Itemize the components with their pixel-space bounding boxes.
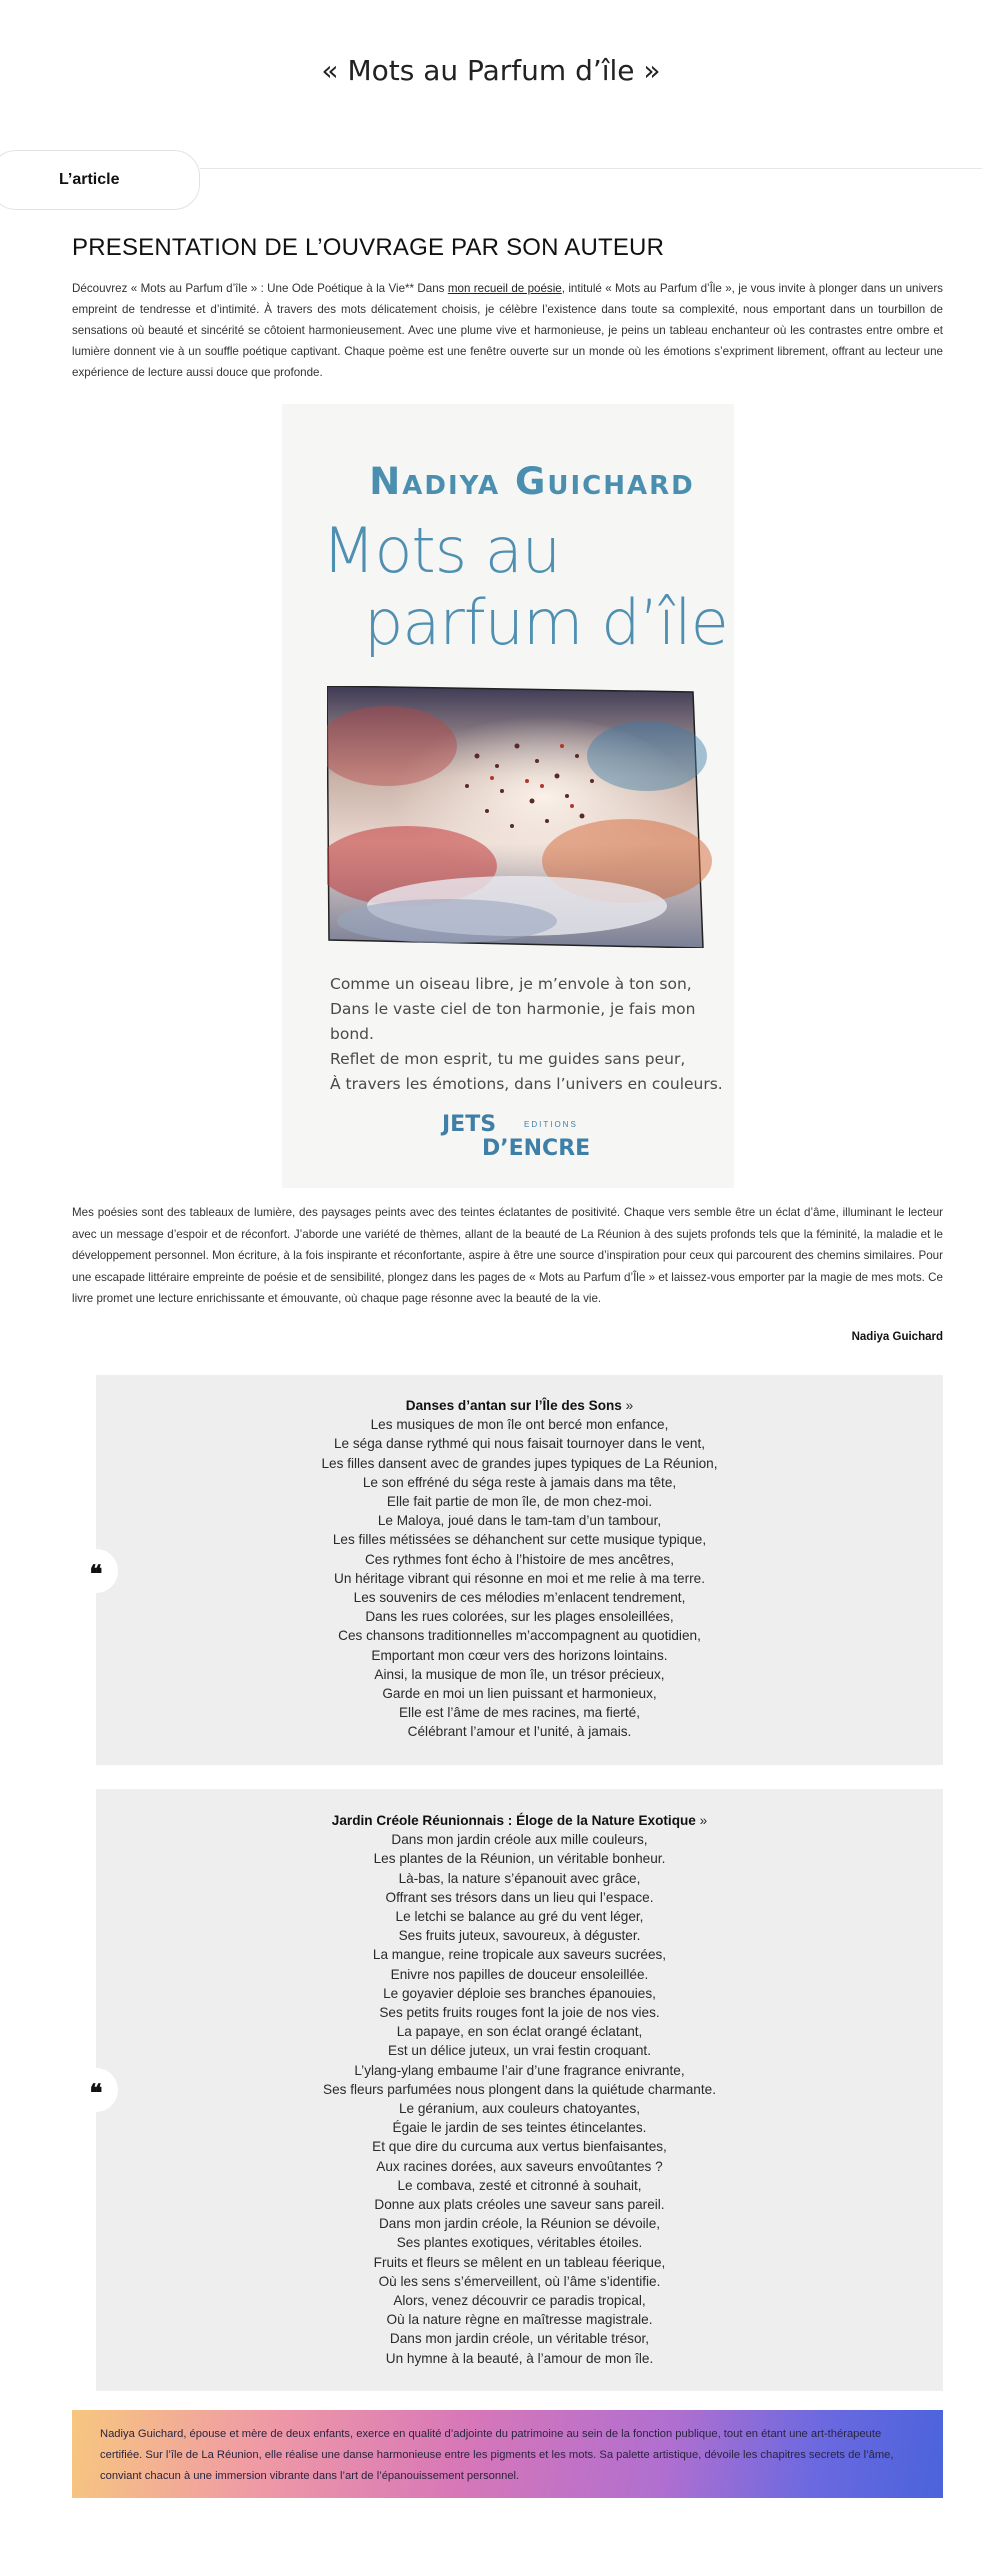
cover-title-line-1: Mots au xyxy=(322,514,561,587)
poem-line: Garde en moi un lien puissant et harmonieux, xyxy=(382,1686,657,1702)
poem-line: La papaye, en son éclat orangé éclatant, xyxy=(396,2024,643,2040)
poem-line: Le son effréné du séga reste à jamais dans ma tête, xyxy=(362,1474,677,1490)
intro-paragraph xyxy=(72,278,943,383)
poem-line: Les filles dansent avec de grandes jupes typiques de La Réunion, xyxy=(321,1455,718,1471)
poem-line: L’ylang-ylang embaume l’air d’une fragrance enivrante, xyxy=(354,2062,685,2078)
page-title: « Mots au Parfum d’île » xyxy=(321,54,661,87)
poem-line: Égaie le jardin de ses teintes étincelantes. xyxy=(392,2120,647,2136)
poem-title: Jardin Créole Réunionnais : Éloge de la Nature Exotique xyxy=(331,1813,696,1828)
cover-title-line-2: parfum d’île xyxy=(364,586,728,659)
publisher-logo xyxy=(442,1104,612,1164)
poem-line: Donne aux plats créoles une saveur sans pareil. xyxy=(374,2197,665,2213)
poem-title-suffix: » xyxy=(621,1398,634,1413)
poem-line: Dans les rues colorées, sur les plages ensoleillées, xyxy=(365,1609,674,1625)
outro-paragraph: Mes poésies sont des tableaux de lumière, des paysages peints avec des teintes éclatantes de positivité. Chaque vers semble être un éclat d’âme, illuminant le lecteur avec un message d’espoir et de réconfort. J’aborde une variété de thèmes, allant de la beauté de La Réunion à des sujets profonds tels que la féminité, la maladie et le développement personnel. Mon écriture, à la fois inspirante et réconfortante, aspire à être une source d’inspiration pour ceux qui parcourent des chemins similaires. Pour une escapade littéraire empreinte de poésie et de sensibilité, plongez dans les pages de « Mots au Parfum d’Île » et laissez-vous emporter par la magie de mes mots. Ce livre promet une lecture enrichissante et émouvante, où chaque page résonne avec la beauté de la vie. xyxy=(72,1206,943,1305)
book-cover-image xyxy=(282,404,734,1188)
cover-verse-line: Comme un oiseau libre, je m’envole à ton son, xyxy=(330,975,692,993)
poem-line: Le Maloya, joué dans le tam-tam d’un tambour, xyxy=(377,1513,662,1529)
poem-line: Dans mon jardin créole aux mille couleurs, xyxy=(391,1832,648,1848)
publisher-name-2: D’ENCRE xyxy=(482,1136,591,1161)
poem-line: Ainsi, la musique de mon île, un trésor précieux, xyxy=(374,1666,665,1682)
poem-line: Alors, venez découvrir ce paradis tropical, xyxy=(393,2293,646,2309)
tab-article[interactable] xyxy=(0,150,200,210)
poem-line: Où les sens s’émerveillent, où l’âme s’identifie. xyxy=(378,2273,661,2289)
poem-line: Les plantes de la Réunion, un véritable bonheur. xyxy=(373,1851,666,1867)
poem-line: Ses fruits juteux, savoureux, à déguster. xyxy=(398,1928,641,1944)
intro-text-end: , intitulé « Mots au Parfum d’Île », je vous invite à plonger dans un univers empreint de tendresse et d’intimité. À travers des mots délicatement choisis, je célèbre l’existence dans toute sa complexité, nous emportant dans un tourbillon de sensations où beauté et sincérité se côtoient harmonieusement. Avec une plume vive et harmonieuse, je peins un tableau enchanteur où les contrastes entre ombre et lumière donnent vie à un souffle poétique captivant. Chaque poème est une fenêtre ouverte sur un monde où les émotions s’expriment librement, offrant au lecteur une expérience de lecture aussi douce que profonde. xyxy=(72,282,943,379)
publisher-editions: EDITIONS xyxy=(524,1120,578,1129)
poem-line: Célébrant l’amour et l’unité, à jamais. xyxy=(407,1724,632,1740)
poem-line: Le goyavier déploie ses branches épanouies, xyxy=(383,1985,656,2001)
poem-line: Offrant ses trésors dans un lieu qui l’espace. xyxy=(385,1889,654,1905)
quote-mark-icon: ❝ xyxy=(74,2068,118,2112)
publisher-name-1: JETS xyxy=(442,1112,497,1137)
poem-line: Les musiques de mon île ont bercé mon enfance, xyxy=(370,1417,669,1433)
author-bio-text: Nadiya Guichard, épouse et mère de deux enfants, exerce en qualité d’adjointe du patrimoine au sein de la fonction publique, tout en étant une art-thérapeute certifiée. Sur l’île de La Réunion, elle réalise une danse harmonieuse entre les pigments et les mots. Sa palette artistique, dévoile les chapitres secrets de l’âme, conviant chacun à une immersion vibrante dans l’art de l’épanouissement personnel. xyxy=(100,2428,894,2482)
cover-verse-line: Reflet de mon esprit, tu me guides sans peur, xyxy=(330,1050,686,1068)
poem-line: Et que dire du curcuma aux vertus bienfaisantes, xyxy=(372,2139,667,2155)
poem-line: Dans mon jardin créole, la Réunion se dévoile, xyxy=(378,2216,661,2232)
page-header xyxy=(0,0,982,150)
poem-line: Le combava, zesté et citronné à souhait, xyxy=(397,2177,642,2193)
author-bio-banner xyxy=(72,2410,943,2498)
tab-bar xyxy=(0,150,982,210)
poem-line: La mangue, reine tropicale aux saveurs sucrées, xyxy=(372,1947,667,1963)
author-signature: Nadiya Guichard xyxy=(851,1331,943,1343)
intro-text-start: Découvrez « Mots au Parfum d’île » : Une Ode Poétique à la Vie** Dans xyxy=(72,282,448,295)
poem-line: Un héritage vibrant qui résonne en moi et me relie à ma terre. xyxy=(334,1570,705,1586)
poetry-collection-link[interactable]: mon recueil de poésie xyxy=(447,282,562,295)
poem-line: Là-bas, la nature s’épanouit avec grâce, xyxy=(398,1870,641,1886)
poem-text xyxy=(96,1396,943,1742)
poem-line: Où la nature règne en maîtresse magistrale. xyxy=(386,2312,653,2328)
cover-verse-line: Dans le vaste ciel de ton harmonie, je fais mon bond. xyxy=(330,1000,696,1043)
poem-quote xyxy=(96,1789,943,2391)
poem-line: Le géranium, aux couleurs chatoyantes, xyxy=(398,2101,641,2117)
poem-line: Le letchi se balance au gré du vent léger, xyxy=(395,1909,644,1925)
poem-quote xyxy=(96,1375,943,1765)
quote-mark-icon: ❝ xyxy=(74,1549,118,1593)
poem-line: Le séga danse rythmé qui nous faisait tournoyer dans le vent, xyxy=(333,1436,706,1452)
poem-line: Les souvenirs de ces mélodies m’enlacent tendrement, xyxy=(353,1590,686,1606)
tab-article-label: L’article xyxy=(59,171,120,188)
section-heading: PRESENTATION DE L’OUVRAGE PAR SON AUTEUR xyxy=(72,234,665,261)
poem-text xyxy=(96,1811,943,2368)
poem-line: Ses petits fruits rouges font la joie de nos vies. xyxy=(379,2005,660,2021)
cover-verse xyxy=(330,972,730,1097)
poem-title: Danses d’antan sur l’Île des Sons xyxy=(405,1398,622,1413)
poem-line: Est un délice juteux, un vrai festin croquant. xyxy=(388,2043,651,2059)
poem-line: Les filles métissées se déhanchent sur cette musique typique, xyxy=(332,1532,707,1548)
cover-author: Nadiya Guichard xyxy=(369,460,695,503)
poem-title-suffix: » xyxy=(695,1813,708,1828)
poem-line: Ses plantes exotiques, véritables étoiles. xyxy=(396,2235,643,2251)
poem-line: Ces rythmes font écho à l’histoire de mes ancêtres, xyxy=(364,1551,675,1567)
cover-verse-line: À travers les émotions, dans l’univers en couleurs. xyxy=(330,1075,723,1093)
poem-line: Ces chansons traditionnelles m’accompagnent au quotidien, xyxy=(338,1628,701,1644)
poem-line: Ses fleurs parfumées nous plongent dans la quiétude charmante. xyxy=(323,2081,716,2097)
poem-line: Enivre nos papilles de douceur ensoleillée. xyxy=(390,1966,649,1982)
poem-line: Elle est l’âme de mes racines, ma fierté, xyxy=(398,1705,640,1721)
poem-line: Un hymne à la beauté, à l’amour de mon île. xyxy=(385,2350,654,2366)
poem-line: Emportant mon cœur vers des horizons lointains. xyxy=(371,1647,668,1663)
poem-line: Dans mon jardin créole, un véritable trésor, xyxy=(389,2331,650,2347)
poem-line: Aux racines dorées, aux saveurs envoûtantes ? xyxy=(376,2158,663,2174)
poem-line: Elle fait partie de mon île, de mon chez-moi. xyxy=(386,1494,653,1510)
cover-artwork xyxy=(327,686,734,948)
poem-line: Fruits et fleurs se mêlent en un tableau féerique, xyxy=(373,2254,666,2270)
tab-divider xyxy=(200,168,982,169)
